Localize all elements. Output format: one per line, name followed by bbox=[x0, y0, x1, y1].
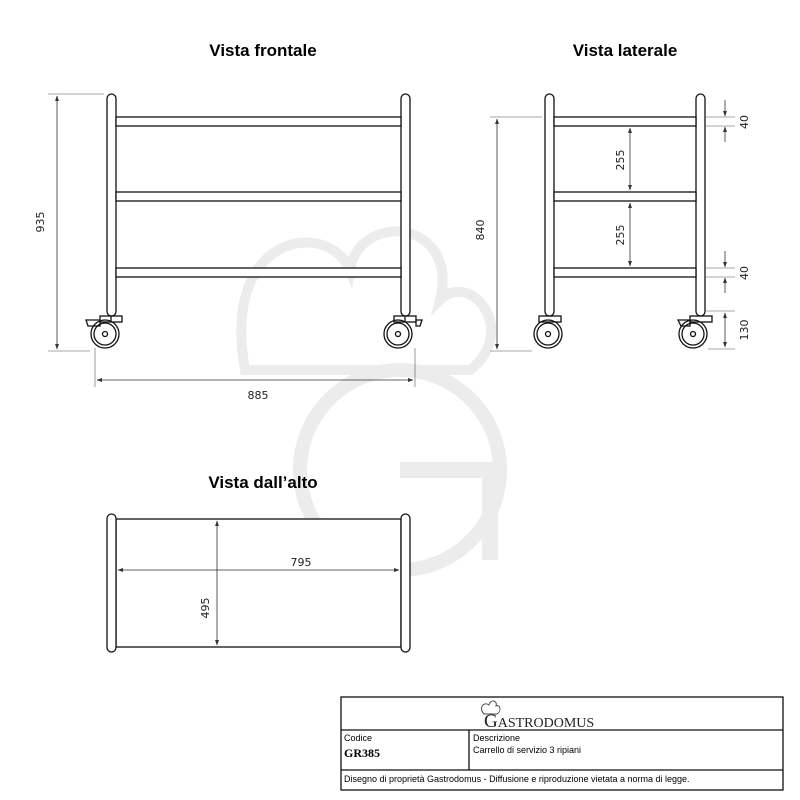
side-bottom-shelf-offset-label: 40 bbox=[738, 266, 751, 280]
top-length-label: 795 bbox=[290, 556, 312, 569]
top-view bbox=[107, 514, 410, 652]
side-view bbox=[474, 94, 751, 351]
side-top-offset-label: 40 bbox=[738, 115, 751, 129]
side-left-castor bbox=[534, 316, 562, 348]
brand-name: GASTRODOMUS bbox=[484, 711, 595, 732]
side-right-castor bbox=[678, 316, 712, 348]
code-label: Codice bbox=[344, 733, 373, 743]
description-label: Descrizione bbox=[473, 733, 521, 743]
front-shelf-middle bbox=[116, 192, 401, 201]
side-shelf-bottom bbox=[554, 268, 696, 277]
side-right-post bbox=[696, 94, 705, 316]
side-shelf-middle bbox=[554, 192, 696, 201]
side-lower-gap-label: 255 bbox=[614, 224, 627, 246]
front-shelf-top bbox=[116, 117, 401, 126]
top-shelf-outline bbox=[116, 519, 401, 647]
top-right-handle bbox=[401, 514, 410, 652]
title-block bbox=[341, 697, 783, 790]
side-wheel-height-label: 130 bbox=[738, 319, 751, 341]
front-width-label: 885 bbox=[247, 389, 269, 402]
top-left-handle bbox=[107, 514, 116, 652]
front-left-castor bbox=[86, 316, 122, 348]
side-shelf-top bbox=[554, 117, 696, 126]
ownership-notice: Disegno di proprietà Gastrodomus - Diffusione e riproduzione vietata a norma di legge. bbox=[344, 774, 690, 784]
front-right-post bbox=[401, 94, 410, 316]
side-left-post bbox=[545, 94, 554, 316]
front-height-label: 935 bbox=[34, 211, 47, 233]
top-depth-label: 495 bbox=[199, 597, 212, 619]
front-view-title: Vista frontale bbox=[209, 41, 317, 60]
front-shelf-bottom bbox=[116, 268, 401, 277]
description-value: Carrello di servizio 3 ripiani bbox=[473, 745, 582, 755]
top-view-title: Vista dall’alto bbox=[208, 473, 318, 492]
front-right-castor bbox=[384, 316, 422, 348]
front-left-post bbox=[107, 94, 116, 316]
side-height-label: 840 bbox=[474, 219, 487, 241]
code-value: GR385 bbox=[344, 746, 380, 760]
side-view-title: Vista laterale bbox=[572, 41, 678, 60]
side-upper-gap-label: 255 bbox=[614, 149, 627, 171]
